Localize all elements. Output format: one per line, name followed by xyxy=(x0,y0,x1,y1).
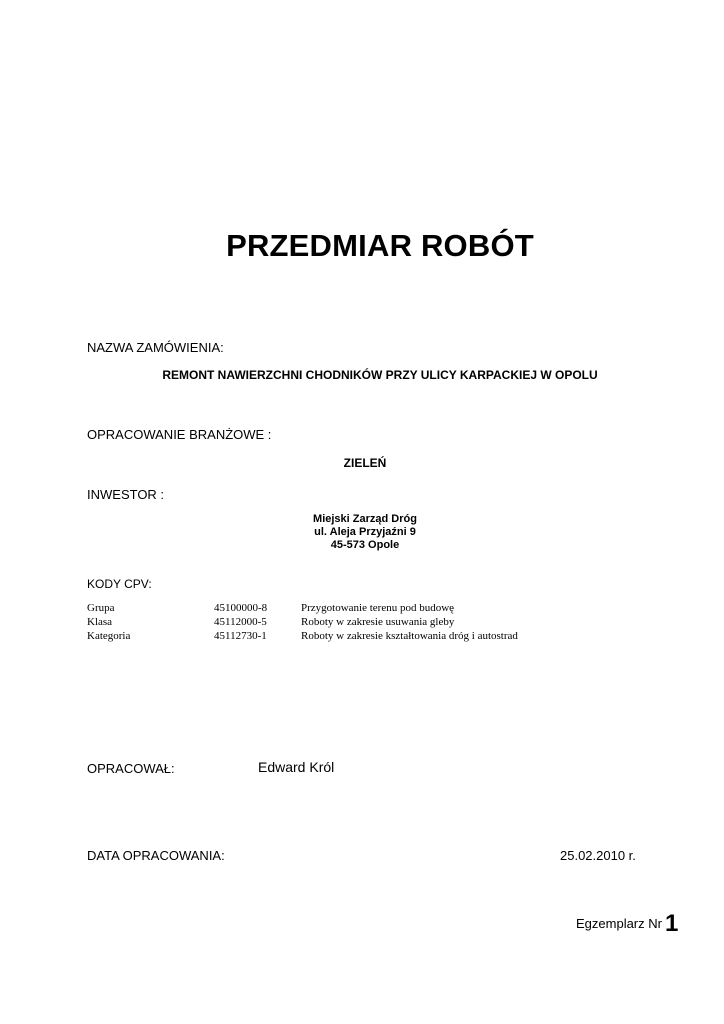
copy-number-value: 1 xyxy=(664,910,679,937)
cpv-row-group xyxy=(87,602,647,616)
order-label: NAZWA ZAMÓWIENIA: xyxy=(87,340,224,355)
investor-label: INWESTOR : xyxy=(87,487,165,502)
cpv-description: Roboty w zakresie kształtowania dróg i autostrad xyxy=(301,630,518,642)
copy-label: Egzemplarz Nr xyxy=(576,916,662,931)
author-label: OPRACOWAŁ: xyxy=(87,761,175,776)
copy-number xyxy=(576,910,678,938)
cpv-description: Roboty w zakresie usuwania gleby xyxy=(301,616,455,628)
date-label: DATA OPRACOWANIA: xyxy=(87,848,225,863)
document-title: PRZEDMIAR ROBÓT xyxy=(226,228,534,263)
cpv-code: 45112730-1 xyxy=(214,630,267,642)
investor-address xyxy=(280,513,450,552)
cpv-row-category xyxy=(87,630,647,644)
branch-name: ZIELEŃ xyxy=(343,456,387,470)
investor-city: 45-573 Opole xyxy=(330,539,400,551)
cpv-description: Przygotowanie terenu pod budowę xyxy=(301,602,455,614)
cpv-level: Grupa xyxy=(87,602,115,614)
cpv-level: Klasa xyxy=(87,616,113,628)
cpv-row-class xyxy=(87,616,647,630)
branch-label: OPRACOWANIE BRANŻOWE : xyxy=(87,427,272,442)
date-value: 25.02.2010 r. xyxy=(560,848,636,863)
cpv-code: 45100000-8 xyxy=(214,602,268,614)
investor-street: ul. Aleja Przyjaźni 9 xyxy=(314,526,416,538)
investor-name: Miejski Zarząd Dróg xyxy=(313,513,417,525)
cpv-label: KODY CPV: xyxy=(87,577,152,591)
order-name: REMONT NAWIERZCHNI CHODNIKÓW PRZY ULICY KARPACKIEJ W OPOLU xyxy=(162,368,598,382)
cpv-level: Kategoria xyxy=(87,630,131,642)
author-name: Edward Król xyxy=(258,759,335,775)
cpv-code: 45112000-5 xyxy=(214,616,267,628)
